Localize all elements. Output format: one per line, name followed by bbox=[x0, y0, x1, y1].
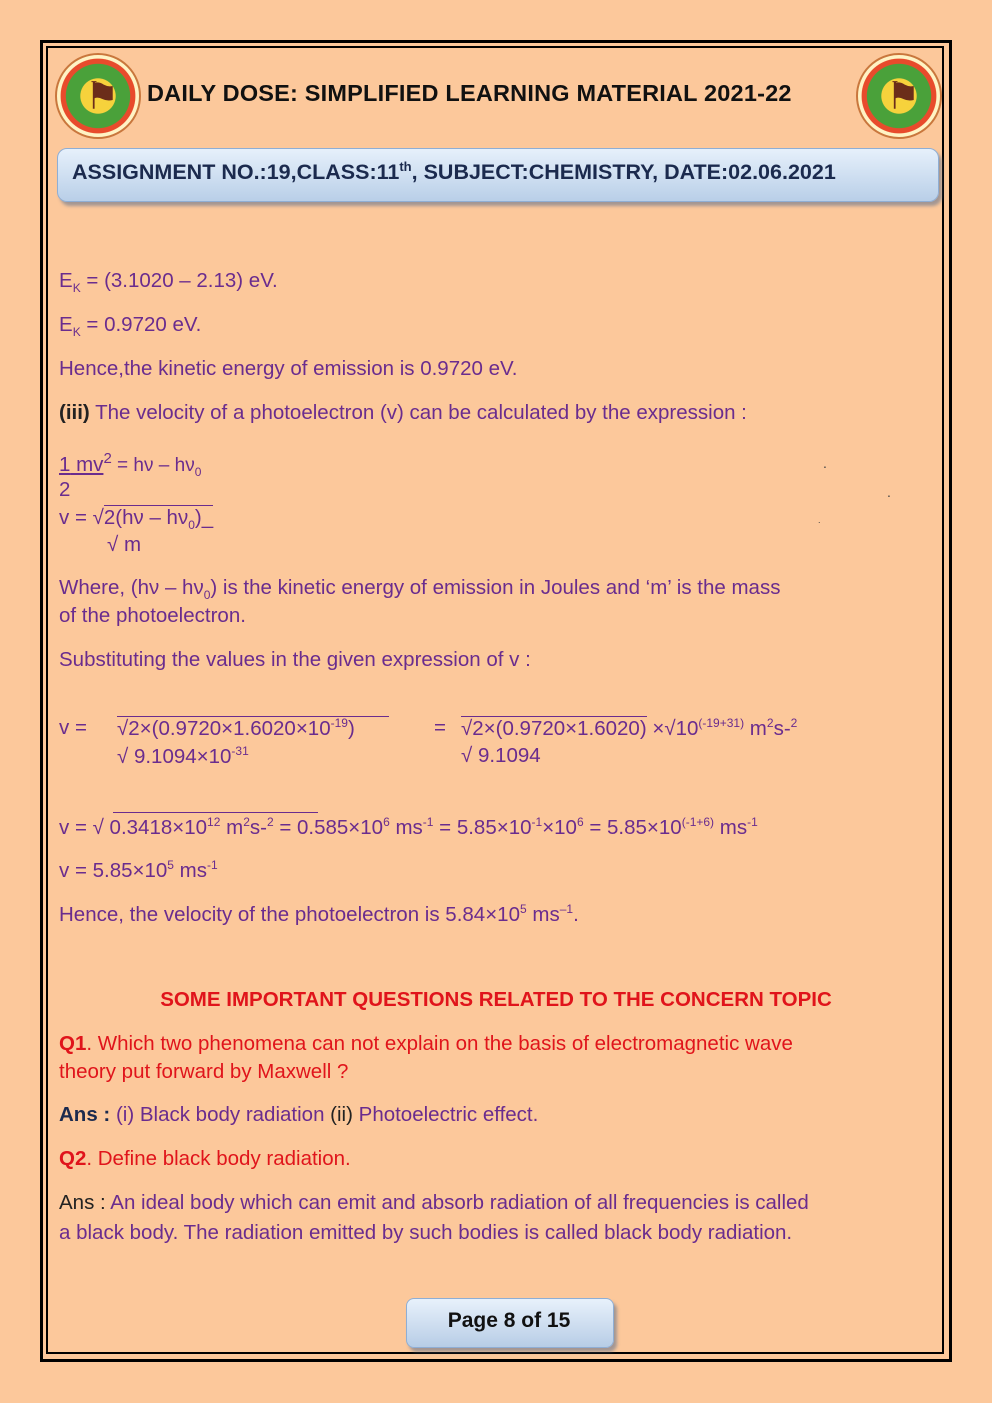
answer-1: Ans : (i) Black body radiation (ii) Photoelectric effect. bbox=[59, 1103, 539, 1126]
equation-velocity-denominator: √ m bbox=[107, 533, 142, 556]
ek-equation-2: $E_K = 0.9720$ eV. bbox=[59, 313, 202, 340]
equation-v-numerator-a: $√2\times(0.9720\times 1.6020\times 10^{-19})$ bbox=[117, 716, 389, 741]
stray-dot: . bbox=[823, 455, 827, 471]
school-logo-right-icon: ⚑ bbox=[856, 53, 942, 139]
school-logo-left-icon: ⚑ bbox=[55, 53, 141, 139]
where-explanation-line2: of the photoelectron. bbox=[59, 604, 246, 627]
questions-heading: SOME IMPORTANT QUESTIONS RELATED TO THE CONCERN TOPIC bbox=[160, 988, 832, 1011]
equation-velocity-expression: $v = √2(h\nu - h\nu_0)\_$ bbox=[59, 506, 214, 533]
ke-conclusion: Hence,the kinetic energy of emission is 0.9720 eV. bbox=[59, 357, 518, 380]
document-title: DAILY DOSE: SIMPLIFIED LEARNING MATERIAL 2021-22 bbox=[147, 80, 792, 106]
answer-2-line2: a black body. The radiation emitted by such bodies is called black body radiation. bbox=[59, 1221, 793, 1244]
velocity-conclusion: Hence, the velocity of the photoelectron is $5.84\times 10^5$ $ms^{-1}$. bbox=[59, 902, 579, 926]
question-1-line2: theory put forward by Maxwell ? bbox=[59, 1060, 349, 1083]
ek-equation-1: $E_K = (3.1020 - 2.13)$ eV. bbox=[59, 269, 278, 296]
equation-v-evaluation: v = √ $0.3418\times 10^{12}$ $m^2s-^2 = 0.585\times 10^6$ $ms^{-1} = 5.85\times 10^{-1}\times 10^6 = 5.85\times 10^{(-1+6)}$ $ms^{-1}$ bbox=[59, 815, 758, 839]
assignment-info: ASSIGNMENT NO.:19,CLASS:11th, SUBJECT:CHEMISTRY, DATE:02.06.2021 bbox=[72, 159, 836, 185]
equation-v-denominator-a: √ $9.1094\times 10^{-31}$ bbox=[117, 744, 249, 768]
part-iii-statement: (iii) The velocity of a photoelectron (v) can be calculated by the expression : bbox=[59, 401, 747, 424]
stray-dot: . bbox=[887, 484, 891, 500]
where-explanation-line1: Where, $(h\nu - h\nu_0)$ is the kinetic energy of emission in Joules and ‘m’ is the mass bbox=[59, 576, 781, 603]
question-1: Q1. Which two phenomena can not explain on the basis of electromagnetic wave bbox=[59, 1032, 793, 1055]
answer-2-line1: Ans : An ideal body which can emit and absorb radiation of all frequencies is called bbox=[59, 1191, 809, 1214]
equation-kinetic-energy: 1 $mv^2 = h\nu - h\nu_0$ bbox=[59, 450, 202, 479]
equation-v-denominator-b: √ 9.1094 bbox=[461, 744, 541, 767]
equation-denominator-2: 2 bbox=[59, 478, 71, 501]
equation-v-result: $v = 5.85\times 10^5$ $ms^{-1}$ bbox=[59, 858, 218, 882]
equation-v-numerator-b: $√2\times(0.9720\times 1.6020) \times√10^{(-19+31)}$ $m^2s-^2$ bbox=[461, 716, 798, 740]
root-overline bbox=[113, 812, 318, 813]
equation-v-substitution: v = bbox=[59, 716, 87, 739]
question-2: Q2. Define black body radiation. bbox=[59, 1147, 351, 1170]
page-number: Page 8 of 15 bbox=[447, 1309, 571, 1332]
substituting-statement: Substituting the values in the given expression of v : bbox=[59, 648, 531, 671]
stray-dot: . bbox=[818, 515, 821, 525]
equation-equals: = bbox=[434, 716, 446, 739]
